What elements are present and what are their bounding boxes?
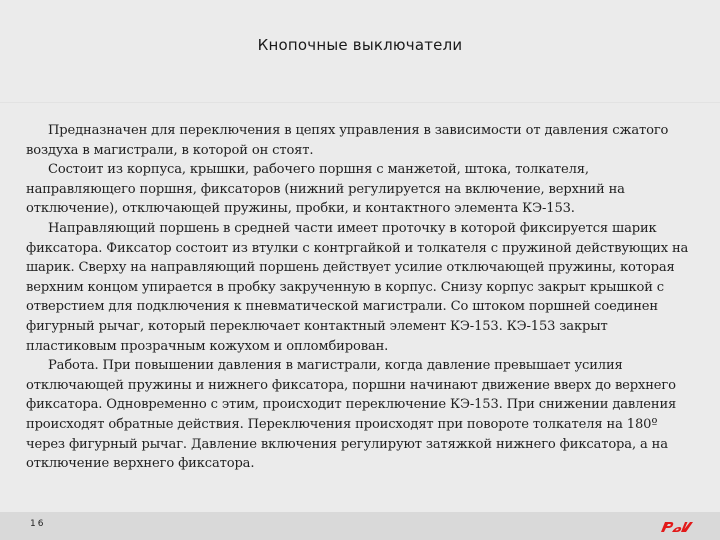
- paragraph-purpose: Предназначен для переключения в цепях управления в зависимости от давления сжатого воздуха в магистрали, в которой он стоят.: [26, 123, 669, 158]
- slide-title: Кнопочные выключатели: [257, 36, 463, 54]
- page-number: 16: [30, 519, 46, 529]
- paragraph-operation: Работа. При повышении давления в магистрали, когда давление превышает усилия отключающей пружины и нижнего фиксатора, поршни начинают движение вверх до верхнего фиксатора. Одновременно с этим, происходит переключение КЭ-153. При снижении давления происходят обратные действия. Переключения происходят при повороте толкателя на 180º через фигурный рычаг. Давление включения регулируют затяжкой нижнего фиксатора, а на отключение верхнего фиксатора.: [26, 358, 677, 472]
- body-text: [26, 121, 698, 474]
- rzd-logo-icon: [657, 519, 697, 535]
- slide-footer: [0, 512, 720, 540]
- paragraph-guide-piston: Направляющий поршень в средней части имеет проточку в которой фиксируется шарик фиксатора. Фиксатор состоит из втулки с контргайкой и толкателя с пружиной действующих на шарик. Сверху на направляющий поршень действует усилие отключающей пружины, которая верхним концом упирается в пробку закрученную в корпус. Снизу корпус закрыт крышкой с отверстием для подключения к пневматической магистрали. Со штоком поршней соединен фигурный рычаг, который переключает контактный элемент КЭ-153. КЭ-153 закрыт пластиковым прозрачным кожухом и опломбирован.: [26, 220, 689, 354]
- slide-body: [0, 102, 720, 513]
- paragraph-composition: Состоит из корпуса, крышки, рабочего поршня с манжетой, штока, толкателя, направляющего поршня, фиксаторов (нижний регулируется на включение, верхний на отключение), отключающей пружины, пробки, и контактного элемента КЭ-153.: [26, 162, 625, 217]
